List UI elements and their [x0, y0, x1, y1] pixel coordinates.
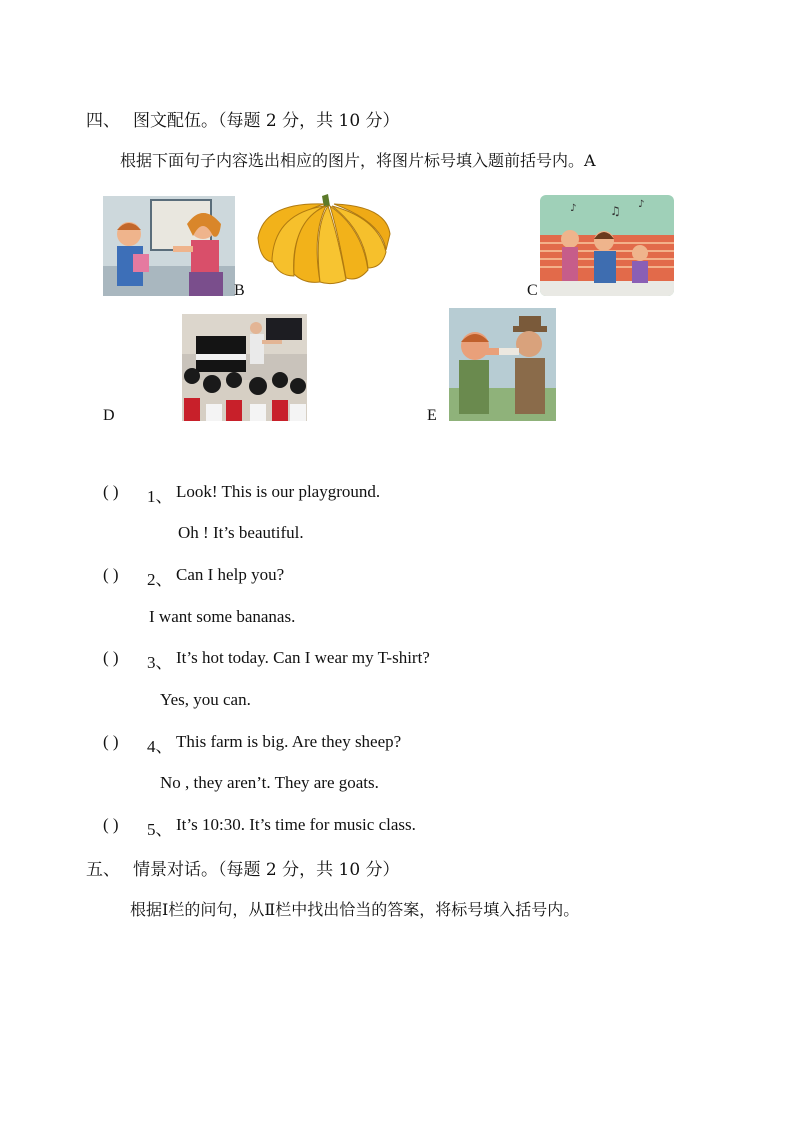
- question-2-paren[interactable]: ( ): [103, 565, 119, 584]
- question-5-number: 5、: [147, 820, 173, 839]
- picture-a-classroom-cartoon: [103, 196, 235, 296]
- question-5-paren[interactable]: ( ): [103, 815, 119, 834]
- section5-number: 五、: [86, 860, 120, 880]
- question-3-line2: Yes, you can.: [160, 690, 251, 709]
- question-4-line2: No , they aren’t. They are goats.: [160, 773, 379, 792]
- section5-title: 情景对话。（每题 2 分，共 10 分）: [133, 860, 400, 880]
- picture-e-farm-cartoon: [449, 308, 556, 421]
- question-4-line1: This farm is big. Are they sheep?: [176, 732, 402, 751]
- picture-c-music-cartoon: [540, 195, 674, 296]
- question-3-paren[interactable]: ( ): [103, 648, 119, 667]
- section5-instruction: 根据Ⅰ栏的问句，从Ⅱ栏中找出恰当的答案，将标号填入括号内。: [130, 900, 580, 919]
- question-1-line2: Oh ! It’s beautiful.: [178, 523, 304, 542]
- picture-b-label: B: [234, 282, 245, 299]
- section4-number: 四、: [86, 111, 120, 131]
- picture-e-label: E: [427, 407, 437, 424]
- question-2-line2: I want some bananas.: [149, 607, 296, 626]
- svg-text:♫: ♫: [610, 204, 621, 218]
- question-2-number: 2、: [147, 570, 173, 589]
- question-4-number: 4、: [147, 737, 173, 756]
- question-1-paren[interactable]: ( ): [103, 482, 119, 501]
- svg-text:♪: ♪: [570, 203, 577, 214]
- picture-d-music-class-photo: [182, 314, 307, 421]
- picture-c-label: C: [527, 282, 538, 299]
- question-3-line1: It’s hot today. Can I wear my T-shirt?: [176, 648, 430, 667]
- section4-instruction: 根据下面句子内容选出相应的图片，将图片标号填入题前括号内。A: [120, 151, 596, 170]
- question-4-paren[interactable]: ( ): [103, 732, 119, 751]
- svg-text:♪: ♪: [638, 199, 645, 210]
- question-1-line1: Look! This is our playground.: [176, 482, 381, 501]
- question-5-line1: It’s 10:30. It’s time for music class.: [176, 815, 416, 834]
- question-1-number: 1、: [147, 487, 173, 506]
- question-3-number: 3、: [147, 653, 173, 672]
- picture-b-bananas: [254, 190, 392, 288]
- section4-title: 图文配伍。（每题 2 分，共 10 分）: [133, 111, 400, 131]
- question-2-line1: Can I help you?: [176, 565, 285, 584]
- picture-d-label: D: [103, 407, 115, 424]
